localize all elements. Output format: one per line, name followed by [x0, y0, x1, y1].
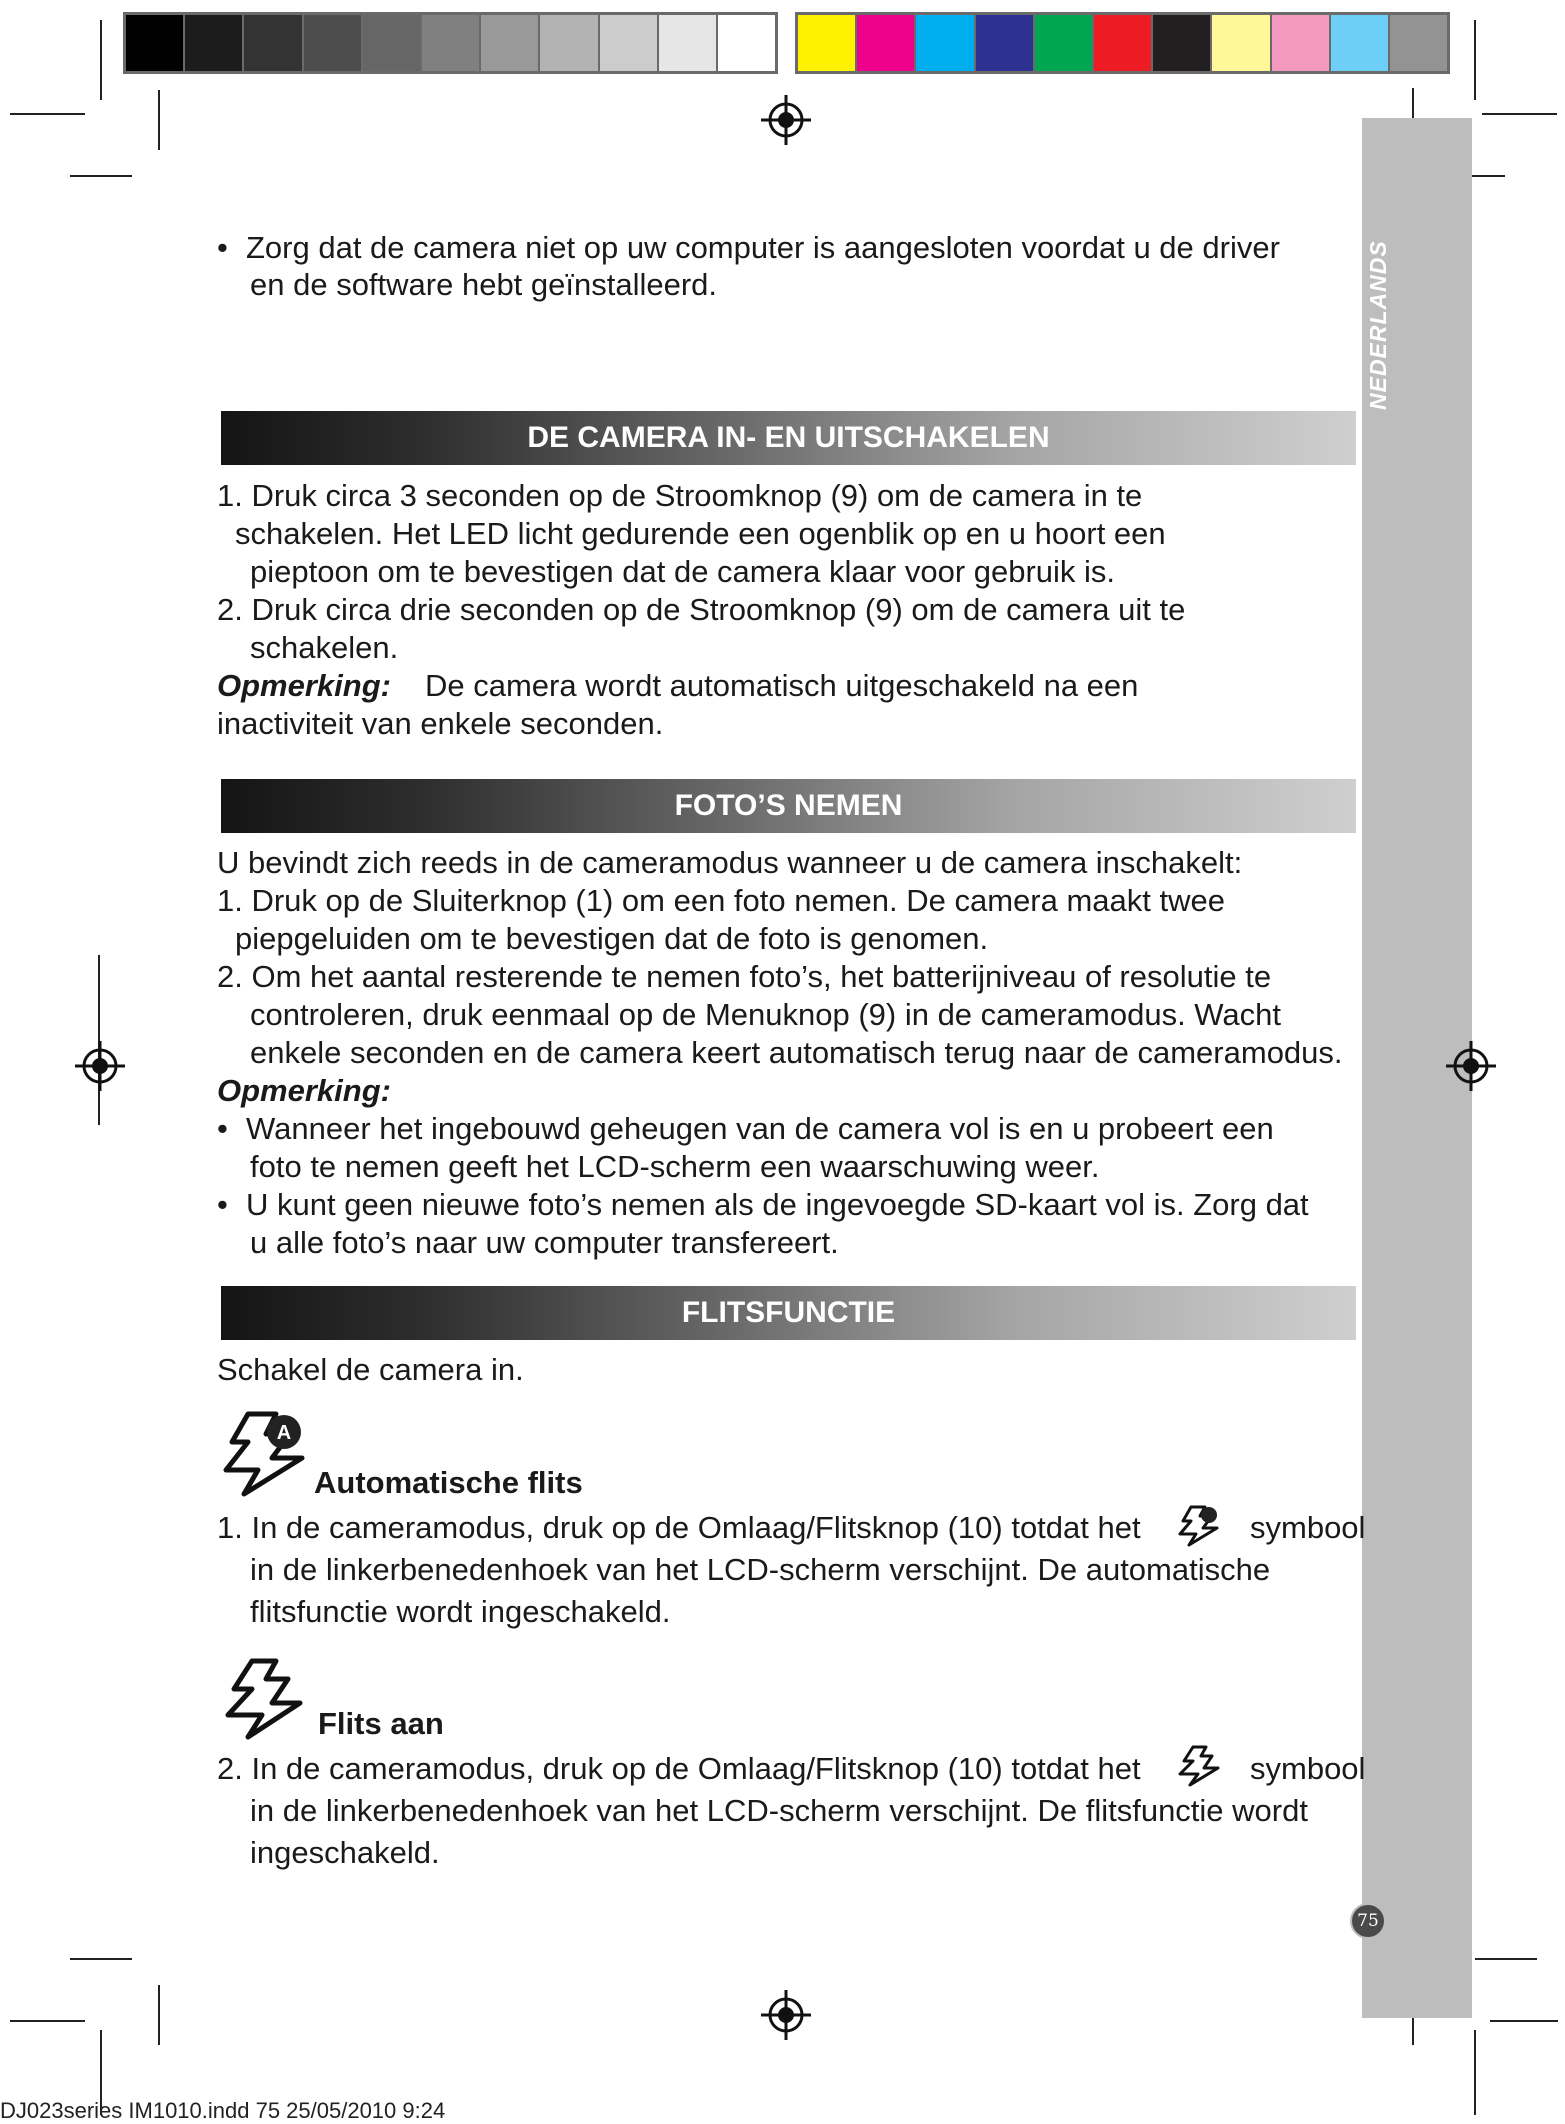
auto-flash-small-icon — [1177, 1504, 1221, 1548]
body-line: 2. Druk circa drie seconden op de Stroomknop (9) om de camera uit te — [217, 592, 1186, 627]
color-swatch — [422, 15, 481, 71]
auto-flash-letter: A — [276, 1422, 292, 1444]
section-heading-flash — [221, 1286, 1356, 1340]
auto-flash-icon — [218, 1408, 310, 1500]
color-swatch — [1212, 15, 1271, 71]
registration-mark-icon — [761, 1990, 811, 2040]
color-swatch — [363, 15, 422, 71]
color-swatch — [126, 15, 185, 71]
body-line: schakelen. — [250, 630, 399, 665]
flash-on-icon — [220, 1655, 306, 1741]
body-line: Schakel de camera in. — [217, 1352, 524, 1387]
body-line: 1. Druk circa 3 seconden op de Stroomknop (9) om de camera in te — [217, 478, 1143, 513]
body-line: schakelen. Het LED licht gedurende een ogenblik op en u hoort een — [235, 516, 1166, 551]
registration-mark-icon — [1446, 1041, 1496, 1091]
body-line: in de linkerbenedenhoek van het LCD-scherm verschijnt. De automatische — [250, 1552, 1271, 1587]
body-line: 1. In de cameramodus, druk op de Omlaag/Flitsknop (10) totdat het — [217, 1510, 1141, 1545]
intro-line: en de software hebt geïnstalleerd. — [250, 267, 718, 302]
crop-mark — [98, 955, 100, 1125]
crop-mark — [1482, 113, 1557, 115]
subheading-flash-on: Flits aan — [318, 1706, 444, 1741]
note-text: inactiviteit van enkele seconden. — [217, 706, 664, 741]
registration-mark-icon — [761, 95, 811, 145]
intro-bullet: • — [217, 230, 228, 265]
section-heading-text: DE CAMERA IN- EN UITSCHAKELEN — [527, 421, 1050, 454]
crop-mark — [1490, 2020, 1558, 2022]
crop-mark — [70, 175, 132, 177]
color-swatch — [1153, 15, 1212, 71]
body-line: in de linkerbenedenhoek van het LCD-scherm verschijnt. De flitsfunctie wordt — [250, 1793, 1308, 1828]
color-swatch — [798, 15, 857, 71]
color-swatch — [481, 15, 540, 71]
note-label: Opmerking: — [217, 668, 391, 703]
body-line: symbool — [1250, 1510, 1366, 1545]
color-swatch — [1390, 15, 1447, 71]
bullet-line: foto te nemen geeft het LCD-scherm een waarschuwing weer. — [250, 1149, 1100, 1184]
bullet-line: U kunt geen nieuwe foto’s nemen als de ingevoegde SD-kaart vol is. Zorg dat — [246, 1187, 1309, 1222]
bullet: • — [217, 1187, 228, 1222]
crop-mark — [1474, 20, 1476, 100]
color-swatch — [1331, 15, 1390, 71]
crop-mark — [70, 1958, 132, 1960]
body-line: 2. In de cameramodus, druk op de Omlaag/Flitsknop (10) totdat het — [217, 1751, 1141, 1786]
note-label: Opmerking: — [217, 1073, 391, 1108]
body-line: 1. Druk op de Sluiterknop (1) om een foto nemen. De camera maakt twee — [217, 883, 1225, 918]
color-swatch — [185, 15, 244, 71]
crop-mark — [158, 1985, 160, 2045]
section-heading-power — [221, 411, 1356, 465]
intro-line: Zorg dat de camera niet op uw computer is aangesloten voordat u de driver — [246, 230, 1280, 265]
crop-mark — [10, 2020, 85, 2022]
color-swatch — [718, 15, 775, 71]
crop-mark — [158, 90, 160, 150]
crop-mark — [1475, 1958, 1537, 1960]
color-swatch — [659, 15, 718, 71]
color-swatch — [1035, 15, 1094, 71]
section-heading-photos — [221, 779, 1356, 833]
note-text: De camera wordt automatisch uitgeschakeld na een — [425, 668, 1139, 703]
crop-mark — [1474, 2030, 1476, 2115]
color-swatch — [244, 15, 303, 71]
grayscale-calibration-bar — [123, 12, 778, 74]
section-heading-text: FLITSFUNCTIE — [681, 1296, 896, 1329]
print-slug: DJ023series IM1010.indd 75 25/05/2010 9:24 — [0, 2098, 446, 2123]
body-line: piepgeluiden om te bevestigen dat de foto is genomen. — [235, 921, 989, 956]
body-line: controleren, druk eenmaal op de Menuknop (9) in de cameramodus. Wacht — [250, 997, 1282, 1032]
bullet-line: u alle foto’s naar uw computer transfereert. — [250, 1225, 839, 1260]
color-swatch — [304, 15, 363, 71]
color-swatch — [540, 15, 599, 71]
color-swatch — [916, 15, 975, 71]
registration-mark-icon — [75, 1041, 125, 1091]
color-swatch — [1094, 15, 1153, 71]
section-heading-text: FOTO’S NEMEN — [674, 789, 903, 822]
body-line: ingeschakeld. — [250, 1835, 440, 1870]
color-swatch — [600, 15, 659, 71]
flash-on-small-icon — [1177, 1744, 1221, 1788]
body-line: pieptoon om te bevestigen dat de camera klaar voor gebruik is. — [250, 554, 1116, 589]
crop-mark — [100, 20, 102, 100]
bullet-line: Wanneer het ingebouwd geheugen van de camera vol is en u probeert een — [246, 1111, 1274, 1146]
color-swatch — [1272, 15, 1331, 71]
bullet: • — [217, 1111, 228, 1146]
color-swatch — [976, 15, 1035, 71]
subheading-auto-flash: Automatische flits — [314, 1465, 583, 1500]
body-line: U bevindt zich reeds in de cameramodus wanneer u de camera inschakelt: — [217, 845, 1243, 880]
color-calibration-bar — [795, 12, 1450, 74]
body-line: symbool — [1250, 1751, 1366, 1786]
page-number: 75 — [1350, 1903, 1386, 1939]
color-swatch — [857, 15, 916, 71]
crop-mark — [10, 113, 85, 115]
body-line: flitsfunctie wordt ingeschakeld. — [250, 1594, 671, 1629]
body-line: 2. Om het aantal resterende te nemen foto’s, het batterijniveau of resolutie te — [217, 959, 1272, 994]
body-line: enkele seconden en de camera keert automatisch terug naar de cameramodus. — [250, 1035, 1343, 1070]
